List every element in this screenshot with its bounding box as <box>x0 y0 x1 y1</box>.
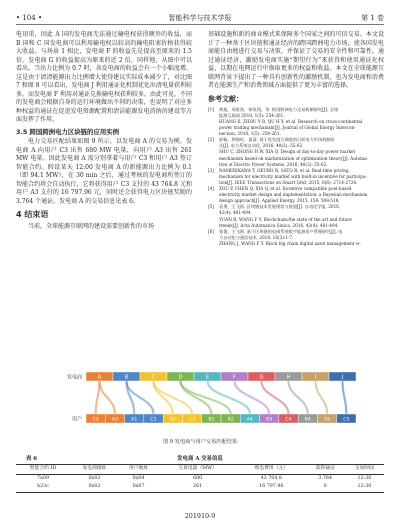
table-cell: b23c <box>37 484 49 489</box>
table-number: 表 6 <box>26 456 38 462</box>
reference-line: mechanism based on marketization of optimization theory[J]. Automa- <box>219 155 368 161</box>
match-link <box>100 381 115 414</box>
reference-number: [1] <box>208 106 214 112</box>
reference-item <box>208 204 384 228</box>
generator-label: C <box>151 374 156 381</box>
reference-line: nection, 2018, 1(5): 254-261. <box>219 131 281 137</box>
match-link <box>235 381 270 414</box>
reference-line: SHU C, ZHONG H W, XIA Q. Design of day-to-day power market <box>219 149 356 155</box>
user-label: A4 <box>246 417 253 423</box>
match-link <box>262 381 289 414</box>
reference-text <box>219 107 384 137</box>
left-column <box>16 31 192 232</box>
running-header <box>16 12 384 25</box>
table-cell: 0x07 <box>132 484 145 489</box>
reference-text <box>219 186 384 204</box>
table-cell: 0 <box>323 484 327 489</box>
user-label: A2 <box>169 417 176 423</box>
header-issue: 第 1 卷 <box>361 14 384 22</box>
table-header-cell: 发电商地址 <box>82 466 107 471</box>
reference-line: 计[J]. 电力系统自动化, 2016, 40(2): 55-62. <box>219 143 304 149</box>
table-header-cell: 获得通证 <box>315 466 335 471</box>
match-link <box>316 381 328 414</box>
reference-text <box>219 204 384 228</box>
reference-number: [4] <box>208 186 214 192</box>
table-row <box>16 474 384 483</box>
generator-label: D <box>178 374 183 381</box>
reference-item <box>208 137 384 167</box>
reference-number: [5] <box>208 204 214 210</box>
reference-list <box>208 107 384 247</box>
table-cell: 0x02 <box>88 484 101 489</box>
reference-line: HUANG X, ZHOU Y B, QU H Y, et al. Research on cross-continental <box>219 119 363 125</box>
table-cell: 7a09 <box>36 475 50 481</box>
reference-number: [2] <box>208 137 214 143</box>
table-header-cell: 用户地址 <box>128 466 149 471</box>
reference-line: 能源互联网 2018, 1(5): 254-261. <box>219 112 285 118</box>
table-cell: 680 <box>193 475 203 481</box>
table-header-cell: 交易电量（MW） <box>178 466 217 471</box>
reference-line: trends[J]. Acta Automatica Sinica, 2016, 42(4): 481-494. <box>219 222 339 228</box>
match-link <box>96 381 100 414</box>
right-column <box>208 31 384 247</box>
reference-text <box>219 229 384 247</box>
generator-label: B <box>124 374 129 381</box>
transaction-matching-figure <box>60 368 360 432</box>
reference-line: NAMERIKAWA T, OKUBO N, SATO R, et al. Real-time pricing <box>219 167 349 173</box>
reference-item <box>208 107 384 137</box>
user-label: C4 <box>285 417 292 423</box>
generator-label: I <box>314 374 317 381</box>
user-axis-label: 用户 <box>71 416 82 423</box>
reference-line: 袁勇，王飞跃. 区块链技术发展现状与展望[J]. 自动化学报, 2016, <box>219 204 341 210</box>
table-row <box>16 483 384 492</box>
user-label: C3 <box>92 417 99 423</box>
body-paragraph: 基础设施和新的商业模式来保障多个国家之间的可信交易。本文设计了一种基于区块链和通证经济的跨国跨洲电力市场，使各国发电商能自由地进行交易与决策，并保证了交易的安全性和可靠性。通过通证经济，激励发电商实施“期望行为”来获得和使用通证化权益，以期在电网运行中换取更多的权益和收益。本文在全球能源互联网背景下提出了一种具有创新性的激励机制，也为发电商和消费者在能源生产和消费领域方面提供了更为丰富的选择。 <box>208 31 384 90</box>
table-cell: 16 797.96 <box>259 484 284 489</box>
user-label: A1 <box>131 417 138 423</box>
figure-caption: 图 9 发电商与用户交易匹配结果 <box>162 439 238 445</box>
table-cell: 261 <box>193 484 203 489</box>
user-label: A5 <box>324 417 331 423</box>
transaction-table <box>16 464 384 493</box>
reference-text <box>219 168 384 186</box>
user-label: A3 <box>111 417 118 423</box>
table-cell: 12:30 <box>357 484 372 489</box>
user-label: B4 <box>304 417 311 423</box>
match-link <box>343 381 347 414</box>
table-header-cell: 购电费用（元） <box>254 466 289 471</box>
reference-line: 张俊，王飞跃. 基于区块链的电网系统数字能源资产管理研究[J]. 电 <box>219 228 343 234</box>
reference-line: power trading mechanism[J]. Journal of Global Energy Intercon- <box>219 125 356 131</box>
generator-label: E <box>205 374 210 381</box>
user-label: C1 <box>150 417 157 423</box>
reference-line: 舒畅，钟海旺，夏清. 基于优先组合调度的日前电力市场机制设 <box>219 137 335 143</box>
match-link <box>154 381 173 414</box>
section-heading-3-5: 3.5 跨国跨洲电力区块链的应用实例 <box>16 128 120 137</box>
reference-item <box>208 186 384 204</box>
table-header-cell: 交易时间 <box>354 466 374 471</box>
table-cell: 0x04 <box>132 475 145 481</box>
references-heading: 参考文献： <box>208 94 243 103</box>
reference-line: mechanism for electricity market with built-in incentive for participa- <box>219 173 367 179</box>
generator-axis-label: 发电商 <box>66 374 82 381</box>
body-paragraph: 电力交易匹配结果如图 9 所示，以发电商 A 的交易为例，发电商 A 向用户 C3 出售 680 MW 电量，向用户 A3 出售 261 MW 电量。因此发电商 A 需分别拿着与用户 C3 和用户 A3 签订智能合约。假设某天 12:00 发电商 A 的新能源出力比例为 0.1（即 94.1 MW），在 30 min 之后，通过考核的发电商所签订的智能合约将会自动执行，它将获得用户 C3 支付的 43 764.8 元和用户 A3 支付的 16 797.96 元，同时还会获得电力区块链奖励的 3.764 个通证。发电商 A 的交易信息见表 6。 <box>16 138 192 205</box>
reference-line: ZOU P, CHEN Q, XIA Q, et al. Incentive compatible pool-based <box>219 186 352 192</box>
reference-line: tion of Electric Power Systems, 2016, 40(2): 55-62. <box>219 161 328 167</box>
generator-label: F <box>233 374 236 381</box>
generator-label: J <box>341 374 344 381</box>
reference-number: [6] <box>208 228 214 234</box>
generator-label: H <box>286 374 291 381</box>
table-body <box>16 474 384 492</box>
section-heading-4: 4 结束语 <box>16 210 49 220</box>
table-header-cell: 智能合约 ID <box>29 466 57 471</box>
header-journal-title: 智能科学与技术学报 <box>168 14 232 22</box>
table-cell: 12:30 <box>357 475 372 481</box>
table-cell: 3.764 <box>318 475 333 481</box>
table-cell: 0x02 <box>88 475 101 481</box>
table-header-row <box>16 465 384 475</box>
reference-line: electricity market design and implementation: a Bayesian mechanism <box>219 192 368 198</box>
table-caption: 发电商 A 交易信息 <box>177 456 223 462</box>
page-footer: 201910-9 <box>184 512 216 520</box>
user-label: C5 <box>343 417 350 423</box>
table-title <box>16 455 384 464</box>
reference-line: ZHANG J, WANG F Y. Block big chain digital asset management w- <box>219 240 361 246</box>
user-label: B1 <box>208 417 215 423</box>
user-label: B3 <box>266 417 273 423</box>
reference-line: YUAN R, WANG F Y. Blockchain:the state of the art and future <box>219 216 352 222</box>
body-paragraph: 当前，全球能源互联网的建设需要创新性的市场 <box>28 223 155 231</box>
generator-label: A <box>97 374 102 381</box>
body-paragraph: 电用重，因此 A 国的发电商无法通过输电权获得额外的收益，而 B 国和 C 国发电商可以利用输电权以较高的输电阻塞价格获得较大收益。与场景 1 相比，发电商 F 的收益先是提高至原来的 1.5 倍，发电商 G 的收益提高为原来的近 2 倍，同样地，从图中可以看出，当出力比例为 0.7 时，各发电商的收益会有一个小幅度增，这是由于请清能源出力比例增大使得建议实际成本减少了，对比图 7 和图 8 可以看出，发电商 J 利用通证化机制优化出清电量获利较多，而发电商 F 利用对通证兑换输电权获利较多。由此可见，不同的发电商会根据自身的运行环境做出不同的决策，也说明了对应多种权益的通证在促进发电资源配置和清洁能源发电消纳的建设等方面发挥了作用。 <box>16 31 192 124</box>
reference-item <box>208 229 384 247</box>
match-link <box>289 381 308 414</box>
reference-item <box>208 168 384 186</box>
reference-line: 黄旭，周景浓，徐英翔，等. 跨国跨洲电力交易机制研究[J]. 全球 <box>219 106 339 112</box>
reference-line: 42(4): 481-494. <box>219 210 252 216</box>
match-link <box>181 381 231 414</box>
reference-line: design approach[J]. Applied Energy, 2015, 158: 508-518. <box>219 198 340 204</box>
table-cell: 43 764.8 <box>260 475 282 481</box>
reference-line: 力自动化与通信技术, 2018, 16(3):1-7. <box>219 234 294 240</box>
reference-number: [3] <box>208 167 214 173</box>
reference-text <box>219 137 384 167</box>
user-label: B2 <box>227 417 234 423</box>
user-label: C2 <box>189 417 196 423</box>
reference-line: tion[J]. IEEE Transactions on Smart Grid, 2015, 6(6): 2714-2724. <box>219 179 358 185</box>
header-page-number: • 104 • <box>16 14 43 22</box>
generator-label: G <box>259 374 264 381</box>
